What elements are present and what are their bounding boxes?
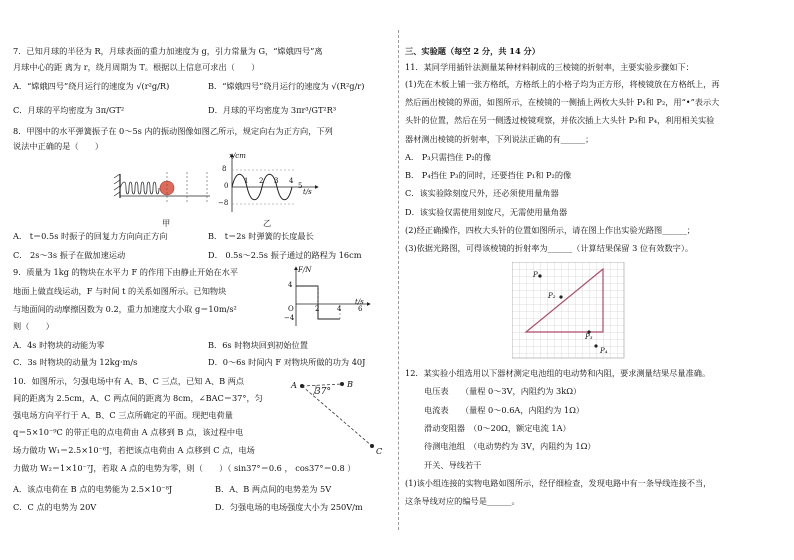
q10-option-c[interactable]: C．C 点的电势为 20V [13, 502, 97, 512]
q11-pin-label-p4: P₄ [600, 347, 608, 355]
q11-step2: (2)经正确操作，四枚大头针的位置如图所示，请在图上作出实验光路图______； [405, 225, 695, 235]
point-b [340, 382, 344, 386]
q8-graph-origin: 0 [224, 182, 229, 190]
q9-graph-xtick-6: 6 [358, 305, 363, 313]
q7-line2: 月球中心的距 离为 r，绕月周期为 T。根据以上信息可求出（ ） [13, 62, 260, 72]
q11-pin-label-p3: P₃ [585, 333, 593, 341]
q10-line3: 强电场方向平行于 A、B、C 三点所确定的平面。现把电荷量 [13, 410, 233, 420]
q9-graph-xlabel: t/s [355, 298, 364, 306]
q8-graph-xtick-3: 3 [274, 177, 279, 185]
q11-line3: 然后画出棱镜的界面，如图所示，在棱镜的一侧插上两枚大头针 P₁和 P₂，用“•”表示大 [405, 97, 720, 107]
q8-option-b[interactable]: B． t＝2s 时弹簧的长度最长 [208, 231, 314, 241]
q10-option-a[interactable]: A．该点电荷在 B 点的电势能为 2.5×10⁻⁸J [13, 484, 173, 494]
q7-option-d[interactable]: D．月球的平均密度为 3πr³/GT²R³ [208, 105, 337, 115]
q11-option-d[interactable]: D．该实验仅需使用刻度尺，无需使用量角器 [405, 207, 568, 217]
q11-option-c[interactable]: C．该实验除刻度尺外，还必须使用量角器 [405, 188, 559, 198]
q9-graph-origin: O [288, 305, 294, 313]
q8-xt-graph [214, 150, 324, 220]
q9-option-c[interactable]: C．3s 时物块的动量为 12kg·m/s [13, 357, 138, 367]
q8-figure-label-jia: 甲 [162, 218, 171, 228]
q8-graph-ytick-pos: 8 [222, 165, 227, 173]
q11-pin-label-p1: P₁ [533, 271, 541, 279]
q12-item-voltmeter: 电压表 （量程 0～3V，内阻约为 3kΩ） [424, 386, 582, 396]
q12-item-rheostat: 滑动变阻器 （0～20Ω，额定电流 1A） [424, 423, 571, 433]
q11-option-a[interactable]: A． P₃只需挡住 P₂的像 [405, 152, 492, 162]
q10-triangle-figure [290, 376, 390, 458]
pin-p2 [559, 295, 562, 298]
q9-option-d[interactable]: D．0～6s 时间内 F 对物块所做的功为 40J [208, 357, 366, 367]
segment-ab [302, 384, 342, 386]
q8-graph-xlabel: t/s [303, 188, 312, 196]
q9-option-b[interactable]: B．6s 时物块回到初始位置 [208, 340, 308, 350]
q10-option-b[interactable]: B．A、B 两点间的电势差为 5V [215, 484, 332, 494]
pin-p4 [594, 344, 597, 347]
q11-line1: 11．某同学用插针法测量某种材料制成的三棱镜的折射率，主要实验步骤如下： [405, 62, 694, 72]
q11-prism-grid-figure [512, 262, 626, 360]
q8-graph-xtick-1: 1 [244, 177, 249, 185]
q9-option-a[interactable]: A．4s 时物块的动能为零 [13, 340, 105, 350]
q7-option-b[interactable]: B．“嫦娥四号”绕月运行的速度为 √(R²g/r) [208, 81, 365, 91]
section3-heading: 三、实验题（每空 2 分，共 14 分） [405, 46, 540, 56]
q9-graph-ytick-pos: 4 [288, 281, 293, 289]
q8-line1: 8．甲图中的水平弹簧振子在 0～5s 内的振动图像如图乙所示，规定向右为正方向，下列 [13, 126, 333, 136]
q8-option-c[interactable]: C． 2s～3s 振子在做加速运动 [13, 250, 126, 260]
q11-option-b[interactable]: B． P₄挡住 P₃的同时，还要挡住 P₁和 P₂的像 [405, 170, 572, 180]
q11-step3: (3)依据光路图，可得该棱镜的折射率为______（计算结果保留 3 位有效数字）。 [405, 243, 694, 253]
q9-line4: 则（ ） [13, 321, 54, 331]
q10-figure-label-c: C [376, 446, 383, 456]
q8-graph-xtick-2: 2 [259, 177, 264, 185]
q10-line4: q＝5×10⁻⁹C 的带正电的点电荷由 A 点移到 B 点，该过程中电 [13, 427, 244, 437]
q7-option-c[interactable]: C．月球的平均密度为 3π/GT² [13, 105, 125, 115]
q8-graph-xtick-5: 5 [298, 182, 303, 190]
q10-figure-label-a: A [291, 380, 297, 390]
q9-line1: 9．质量为 1kg 的物块在水平力 F 的作用下由静止开始在水平 [13, 267, 239, 277]
q12-step1-line2: 这条导线对应的编号是______。 [405, 496, 520, 506]
q9-graph-ytick-neg: −4 [284, 314, 295, 322]
q8-graph-xtick-4: 4 [289, 177, 294, 185]
column-divider [398, 30, 399, 530]
q7-option-a[interactable]: A．“嫦娥四号”绕月运行的速度为 √(r²g/R) [13, 81, 170, 91]
segment-ac [302, 386, 372, 446]
q8-option-d[interactable]: D． 0.5s～2.5s 振子通过的路程为 16cm [208, 250, 362, 260]
q8-option-a[interactable]: A． t＝0.5s 时振子的回复力方向向正方向 [13, 231, 168, 241]
q9-graph-xtick-4: 4 [337, 305, 342, 313]
q12-line1: 12．某实验小组选用以下器材测定电池组的电动势和内阻，要求测量结果尽量准确。 [405, 368, 711, 378]
q8-graph-ylabel: x/cm [229, 152, 246, 160]
q12-item-battery: 待测电池组 （电动势约为 3V，内阻约为 1Ω） [424, 441, 596, 451]
q12-item-switch: 开关、导线若干 [424, 460, 482, 470]
q9-line3: 与地面间的动摩擦因数为 0.2，重力加速度大小取 g＝10m/s² [13, 304, 237, 314]
q9-graph-ylabel: F/N [298, 266, 312, 274]
q9-graph-xtick-2: 2 [315, 305, 320, 313]
q9-line2: 地面上做直线运动，F 与时间 t 的关系如图所示。已知物块 [13, 286, 227, 296]
q11-line2: (1)先在木板上铺一张方格纸，方格纸上的小格子均为正方形，将棱镜放在方格纸上，再 [405, 79, 720, 89]
q11-line4: 头针的位置，然后在另一侧透过棱镜观察，并依次插上大头针 P₃和 P₄，利用相关实验 [405, 115, 715, 125]
q12-step1-line1: (1)该小组连接的实物电路如图所示，经仔细检查，发现电路中有一条导线连接不当， [405, 478, 712, 488]
q10-option-d[interactable]: D．匀强电场的电场强度大小为 250V/m [215, 502, 363, 512]
q10-line1: 10．如图所示，匀强电场中有 A、B、C 三点，已知 A、B 两点 [13, 376, 245, 386]
q8-figure-label-yi: 乙 [263, 218, 272, 228]
q8-spring-figure [112, 160, 212, 220]
q10-line2: 间的距离为 2.5cm，A、C 两点间的距离为 8cm，∠BAC＝37°，匀 [13, 393, 263, 403]
q10-figure-label-b: B [347, 379, 354, 389]
spring-coil [120, 182, 159, 194]
q7-line1: 7．已知月球的半径为 R，月球表面的重力加速度为 g，引力常量为 G，“嫦娥四号”离 [13, 46, 323, 56]
q10-figure-angle: 37° [315, 387, 331, 397]
point-a [300, 384, 304, 388]
q11-line5: 器材测出棱镜的折射率，下列说法正确的有______； [405, 134, 594, 144]
q8-line2: 说法中正确的是（ ） [13, 141, 104, 151]
q10-line6: 力做功 W₂＝1×10⁻⁷J，若取 A 点的电势为零，则（ ）（ sin37°＝0.6 ， cos37°＝0.8 ） [13, 463, 356, 473]
q8-graph-ytick-neg: −8 [218, 199, 229, 207]
q11-pin-label-p2: P₂ [548, 292, 556, 300]
q10-line5: 场力做功 W₁＝2.5×10⁻⁸J，若把该点电荷由 A 点移到 C 点，电场 [13, 445, 255, 455]
q12-item-ammeter: 电流表 （量程 0～0.6A，内阻约为 1Ω） [424, 405, 585, 415]
point-c [370, 444, 374, 448]
